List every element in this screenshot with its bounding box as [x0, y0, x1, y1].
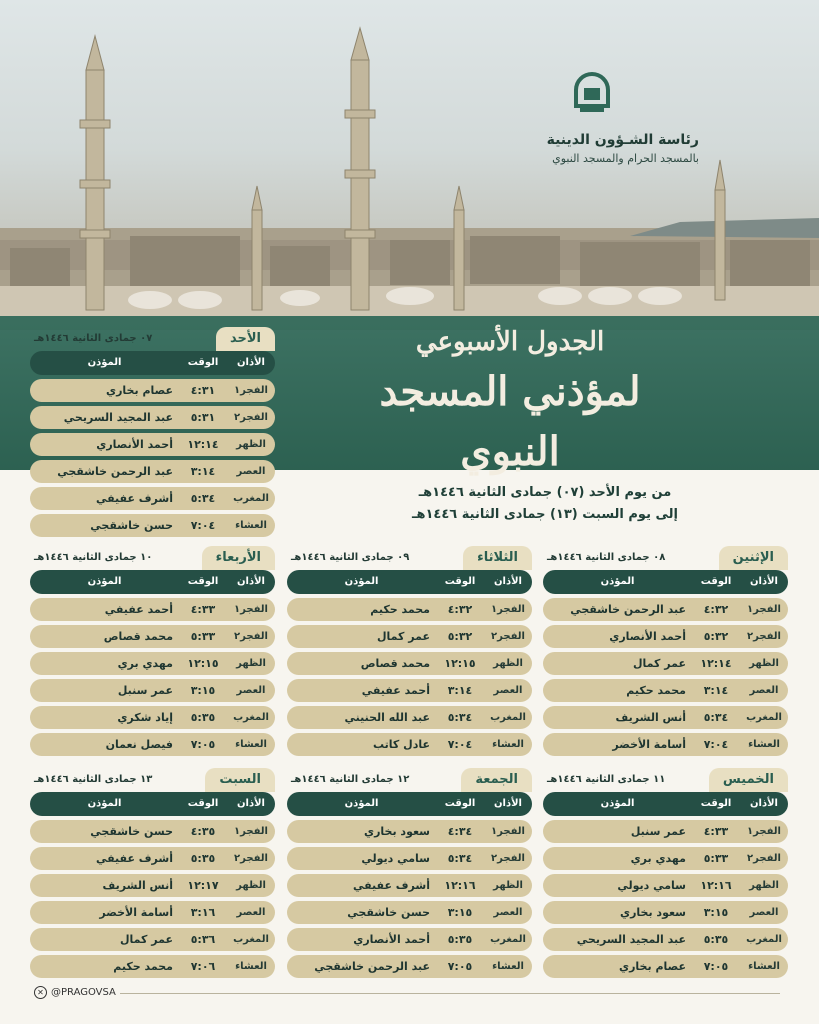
- prayer-time: ٣:١٤: [703, 684, 729, 697]
- col-prayer: الأذان: [494, 798, 522, 809]
- schedule-row: [543, 679, 788, 702]
- organization-logo: [572, 60, 612, 118]
- day-name: الجمعة: [461, 768, 532, 792]
- schedule-row: [30, 901, 275, 924]
- day-name: الإثنين: [719, 546, 788, 570]
- muezzin-name: عبد الله الحنيني: [344, 711, 430, 724]
- day-card: [287, 546, 532, 756]
- column-header: [30, 792, 275, 816]
- prayer-name: الظهر: [236, 439, 266, 450]
- muezzin-name: عمر سنبل: [630, 825, 686, 838]
- prayer-time: ٣:١٦: [190, 906, 216, 919]
- prayer-time: ٥:٣٣: [190, 630, 216, 643]
- date-range-end: إلى يوم السبت (١٣) جمادى الثانية ١٤٤٦هـ: [412, 507, 678, 522]
- prayer-name: المغرب: [490, 712, 526, 723]
- day-card: [30, 327, 275, 537]
- col-time: الوقت: [187, 576, 219, 587]
- muezzin-name: محمد حكيم: [370, 603, 430, 616]
- organization-block: [547, 132, 699, 165]
- prayer-time: ٥:٣٤: [703, 711, 729, 724]
- prayer-time: ١٢:١٥: [187, 657, 219, 670]
- prayer-time: ٧:٠٤: [703, 738, 729, 751]
- prayer-name: العصر: [493, 685, 523, 696]
- muezzin-name: محمد حكيم: [113, 960, 173, 973]
- prayer-time: ٥:٣٥: [190, 852, 216, 865]
- schedule-row: [30, 406, 275, 429]
- prayer-time: ٧:٠٥: [703, 960, 729, 973]
- prayer-name: العصر: [236, 466, 266, 477]
- schedule-row: [287, 874, 532, 897]
- day-card: [543, 546, 788, 756]
- schedule-row: [30, 955, 275, 978]
- prayer-name: الظهر: [749, 658, 779, 669]
- prayer-name: العصر: [493, 907, 523, 918]
- col-prayer: الأذان: [237, 576, 265, 587]
- prayer-time: ٧:٠٥: [447, 960, 473, 973]
- schedule-row: [543, 652, 788, 675]
- prayer-time: ٥:٣٣: [703, 852, 729, 865]
- col-muezzin: المؤذن: [344, 798, 379, 809]
- prayer-name: الظهر: [493, 880, 523, 891]
- prayer-name: الفجر٢: [234, 853, 268, 864]
- prayer-name: الفجر١: [747, 604, 781, 615]
- day-date: ٠٧ جمادى الثانية ١٤٤٦هـ: [34, 333, 153, 344]
- prayer-name: الفجر١: [234, 604, 268, 615]
- column-header: [287, 570, 532, 594]
- day-date: ١٠ جمادى الثانية ١٤٤٦هـ: [34, 552, 153, 563]
- prayer-name: العشاء: [235, 739, 267, 750]
- prayer-time: ٣:١٥: [190, 684, 216, 697]
- schedule-row: [287, 955, 532, 978]
- schedule-row: [30, 487, 275, 510]
- prayer-name: العشاء: [492, 961, 524, 972]
- date-range: [395, 482, 695, 526]
- page-title: [360, 322, 660, 482]
- col-time: الوقت: [700, 576, 732, 587]
- prayer-name: المغرب: [746, 934, 782, 945]
- schedule-row: [30, 598, 275, 621]
- schedule-row: [287, 652, 532, 675]
- muezzin-name: مهدي بري: [117, 657, 173, 670]
- organization-subtitle: بالمسجد الحرام والمسجد النبوي: [552, 152, 699, 165]
- prayer-time: ٤:٣٢: [703, 603, 729, 616]
- day-card-header: [287, 546, 532, 570]
- muezzin-name: سعود بخاري: [364, 825, 430, 838]
- prayer-time: ٥:٣٤: [447, 852, 473, 865]
- prayer-time: ٥:٣٢: [703, 630, 729, 643]
- prayer-name: العصر: [749, 685, 779, 696]
- day-name: الأحد: [216, 327, 275, 351]
- col-muezzin: المؤذن: [600, 798, 635, 809]
- prayer-time: ٧:٠٦: [190, 960, 216, 973]
- schedule-row: [543, 598, 788, 621]
- schedule-row: [287, 679, 532, 702]
- schedule-row: [30, 706, 275, 729]
- col-prayer: الأذان: [750, 798, 778, 809]
- muezzin-name: أشرف عفيفي: [352, 879, 430, 892]
- muezzin-name: محمد حكيم: [626, 684, 686, 697]
- day-card: [543, 768, 788, 978]
- schedule-row: [287, 706, 532, 729]
- prayer-time: ٣:١٥: [703, 906, 729, 919]
- prayer-name: الفجر١: [234, 385, 268, 396]
- prayer-time: ٥:٣٤: [190, 492, 216, 505]
- day-card-header: [287, 768, 532, 792]
- column-header: [543, 792, 788, 816]
- prayer-time: ١٢:١٤: [700, 657, 732, 670]
- muezzin-name: أشرف عفيفي: [95, 492, 173, 505]
- prayer-name: الفجر١: [747, 826, 781, 837]
- column-header: [30, 570, 275, 594]
- prayer-time: ٤:٣٣: [703, 825, 729, 838]
- prayer-name: الفجر١: [491, 604, 525, 615]
- prayer-time: ٣:١٤: [447, 684, 473, 697]
- col-prayer: الأذان: [237, 798, 265, 809]
- schedule-row: [30, 733, 275, 756]
- col-prayer: الأذان: [237, 357, 265, 368]
- prayer-time: ١٢:١٧: [187, 879, 219, 892]
- schedule-row: [543, 820, 788, 843]
- day-card: [30, 768, 275, 978]
- prayer-name: الظهر: [236, 658, 266, 669]
- muezzin-name: سعود بخاري: [620, 906, 686, 919]
- schedule-row: [30, 625, 275, 648]
- prayer-name: العشاء: [492, 739, 524, 750]
- schedule-row: [287, 598, 532, 621]
- day-date: ١١ جمادى الثانية ١٤٤٦هـ: [547, 774, 666, 785]
- schedule-row: [287, 928, 532, 951]
- day-card-header: [543, 546, 788, 570]
- day-card-header: [30, 327, 275, 351]
- col-time: الوقت: [444, 576, 476, 587]
- muezzin-name: أحمد الأنصاري: [353, 933, 430, 946]
- prayer-time: ٥:٣٤: [447, 711, 473, 724]
- prayer-time: ٤:٣٢: [447, 603, 473, 616]
- muezzin-name: عبد الرحمن خاشقجي: [57, 465, 173, 478]
- col-prayer: الأذان: [494, 576, 522, 587]
- prayer-name: الفجر٢: [747, 853, 781, 864]
- handle-text: @PRAGOVSA: [51, 987, 116, 998]
- muezzin-name: أحمد الأنصاري: [96, 438, 173, 451]
- schedule-row: [287, 733, 532, 756]
- day-card: [287, 768, 532, 978]
- prayer-time: ٣:١٤: [190, 465, 216, 478]
- col-muezzin: المؤذن: [87, 357, 122, 368]
- muezzin-name: عمر سنبل: [117, 684, 173, 697]
- title-line-1: الجدول الأسبوعي: [415, 327, 605, 357]
- prayer-time: ٤:٣٤: [447, 825, 473, 838]
- day-name: السبت: [205, 768, 275, 792]
- muezzin-name: أحمد عفيفي: [104, 603, 173, 616]
- prayer-name: العصر: [236, 907, 266, 918]
- schedule-row: [543, 901, 788, 924]
- prayer-name: الفجر١: [234, 826, 268, 837]
- muezzin-name: سامي ديولي: [617, 879, 686, 892]
- day-name: الخميس: [709, 768, 788, 792]
- schedule-row: [30, 874, 275, 897]
- prayer-name: الفجر٢: [491, 853, 525, 864]
- column-header: [543, 570, 788, 594]
- schedule-row: [543, 733, 788, 756]
- organization-name: رئاسة الشـؤون الدينية: [546, 132, 699, 148]
- schedule-row: [30, 514, 275, 537]
- prayer-name: الفجر٢: [747, 631, 781, 642]
- day-date: ١٢ جمادى الثانية ١٤٤٦هـ: [291, 774, 410, 785]
- prayer-name: الفجر٢: [491, 631, 525, 642]
- muezzin-name: فيصل نعمان: [105, 738, 173, 751]
- schedule-row: [543, 874, 788, 897]
- hero-photo: [0, 0, 819, 330]
- prayer-time: ١٢:١٥: [444, 657, 476, 670]
- muezzin-name: عمر كمال: [119, 933, 173, 946]
- prayer-name: المغرب: [233, 493, 269, 504]
- muezzin-name: حسن خاشقجي: [90, 825, 173, 838]
- schedule-row: [30, 460, 275, 483]
- schedule-row: [30, 379, 275, 402]
- schedule-row: [543, 625, 788, 648]
- schedule-row: [543, 955, 788, 978]
- prayer-name: العشاء: [748, 739, 780, 750]
- schedule-row: [543, 928, 788, 951]
- muezzin-name: عبد الرحمن خاشقجي: [314, 960, 430, 973]
- prayer-name: العصر: [236, 685, 266, 696]
- schedule-row: [30, 820, 275, 843]
- prayer-time: ٣:١٥: [447, 906, 473, 919]
- prayer-time: ٤:٣١: [190, 384, 216, 397]
- prayer-name: المغرب: [490, 934, 526, 945]
- prayer-name: المغرب: [233, 712, 269, 723]
- day-date: ٠٩ جمادى الثانية ١٤٤٦هـ: [291, 552, 410, 563]
- day-card: [30, 546, 275, 756]
- muezzin-name: مهدي بري: [630, 852, 686, 865]
- col-time: الوقت: [187, 357, 219, 368]
- prayer-time: ٥:٣٢: [447, 630, 473, 643]
- muezzin-name: عصام بخاري: [619, 960, 686, 973]
- schedule-row: [30, 433, 275, 456]
- prayer-name: المغرب: [746, 712, 782, 723]
- col-muezzin: المؤذن: [87, 576, 122, 587]
- col-time: الوقت: [444, 798, 476, 809]
- prayer-time: ١٢:١٦: [700, 879, 732, 892]
- muezzin-name: عصام بخاري: [106, 384, 173, 397]
- footer-handle[interactable]: [34, 986, 116, 999]
- schedule-row: [287, 820, 532, 843]
- col-prayer: الأذان: [750, 576, 778, 587]
- muezzin-name: عبد المجيد السريحي: [576, 933, 686, 946]
- schedule-row: [30, 847, 275, 870]
- prayer-time: ٥:٣٥: [703, 933, 729, 946]
- muezzin-name: عمر كمال: [376, 630, 430, 643]
- muezzin-name: عبد المجيد السريحي: [63, 411, 173, 424]
- col-time: الوقت: [187, 798, 219, 809]
- muezzin-name: عبد الرحمن خاشقجي: [570, 603, 686, 616]
- day-card-header: [30, 546, 275, 570]
- prayer-time: ٥:٣٥: [190, 711, 216, 724]
- day-name: الثلاثاء: [463, 546, 532, 570]
- prayer-time: ٧:٠٤: [190, 519, 216, 532]
- day-card-header: [543, 768, 788, 792]
- col-muezzin: المؤذن: [344, 576, 379, 587]
- day-date: ٠٨ جمادى الثانية ١٤٤٦هـ: [547, 552, 666, 563]
- prayer-name: الفجر٢: [234, 412, 268, 423]
- day-name: الأربعاء: [202, 546, 275, 570]
- title-line-2: لمؤذني المسجد النبوي: [379, 368, 641, 475]
- schedule-row: [30, 652, 275, 675]
- x-icon: ✕: [34, 986, 47, 999]
- muezzin-name: أحمد عفيفي: [361, 684, 430, 697]
- muezzin-name: عادل كاتب: [373, 738, 430, 751]
- prayer-time: ٧:٠٥: [190, 738, 216, 751]
- col-muezzin: المؤذن: [600, 576, 635, 587]
- muezzin-name: أسامة الأخضر: [99, 906, 173, 919]
- col-muezzin: المؤذن: [87, 798, 122, 809]
- prayer-time: ٤:٣٥: [190, 825, 216, 838]
- muezzin-name: عمر كمال: [632, 657, 686, 670]
- column-header: [287, 792, 532, 816]
- muezzin-name: أنس الشريف: [102, 879, 173, 892]
- mosque-skyline-illustration: [0, 0, 819, 330]
- day-date: ١٣ جمادى الثانية ١٤٤٦هـ: [34, 774, 153, 785]
- prayer-name: الظهر: [749, 880, 779, 891]
- prayer-time: ١٢:١٤: [187, 438, 219, 451]
- prayer-name: الفجر١: [491, 826, 525, 837]
- prayer-time: ٤:٣٣: [190, 603, 216, 616]
- schedule-row: [287, 847, 532, 870]
- muezzin-name: أنس الشريف: [615, 711, 686, 724]
- muezzin-name: إياد شكري: [117, 711, 173, 724]
- day-card-header: [30, 768, 275, 792]
- prayer-name: المغرب: [233, 934, 269, 945]
- muezzin-name: محمد قصاص: [360, 657, 430, 670]
- muezzin-name: أحمد الأنصاري: [609, 630, 686, 643]
- schedule-row: [543, 847, 788, 870]
- schedule-row: [287, 901, 532, 924]
- column-header: [30, 351, 275, 375]
- prayer-time: ٥:٣٦: [190, 933, 216, 946]
- date-range-start: من يوم الأحد (٠٧) جمادى الثانية ١٤٤٦هـ: [418, 485, 672, 500]
- prayer-name: العشاء: [235, 961, 267, 972]
- muezzin-name: أشرف عفيفي: [95, 852, 173, 865]
- muezzin-name: حسن خاشقجي: [347, 906, 430, 919]
- prayer-time: ٥:٣٥: [447, 933, 473, 946]
- prayer-name: العصر: [749, 907, 779, 918]
- prayer-time: ٥:٣١: [190, 411, 216, 424]
- schedule-row: [30, 679, 275, 702]
- prayer-name: الفجر٢: [234, 631, 268, 642]
- prayer-name: العشاء: [748, 961, 780, 972]
- muezzin-name: أسامة الأخضر: [612, 738, 686, 751]
- col-time: الوقت: [700, 798, 732, 809]
- schedule-row: [287, 625, 532, 648]
- footer-divider: [120, 993, 780, 994]
- prayer-name: الظهر: [493, 658, 523, 669]
- prayer-time: ١٢:١٦: [444, 879, 476, 892]
- prayer-time: ٧:٠٤: [447, 738, 473, 751]
- schedule-row: [543, 706, 788, 729]
- muezzin-name: حسن خاشقجي: [90, 519, 173, 532]
- muezzin-name: محمد قصاص: [103, 630, 173, 643]
- muezzin-name: سامي ديولي: [361, 852, 430, 865]
- prayer-name: العشاء: [235, 520, 267, 531]
- prayer-name: الظهر: [236, 880, 266, 891]
- schedule-row: [30, 928, 275, 951]
